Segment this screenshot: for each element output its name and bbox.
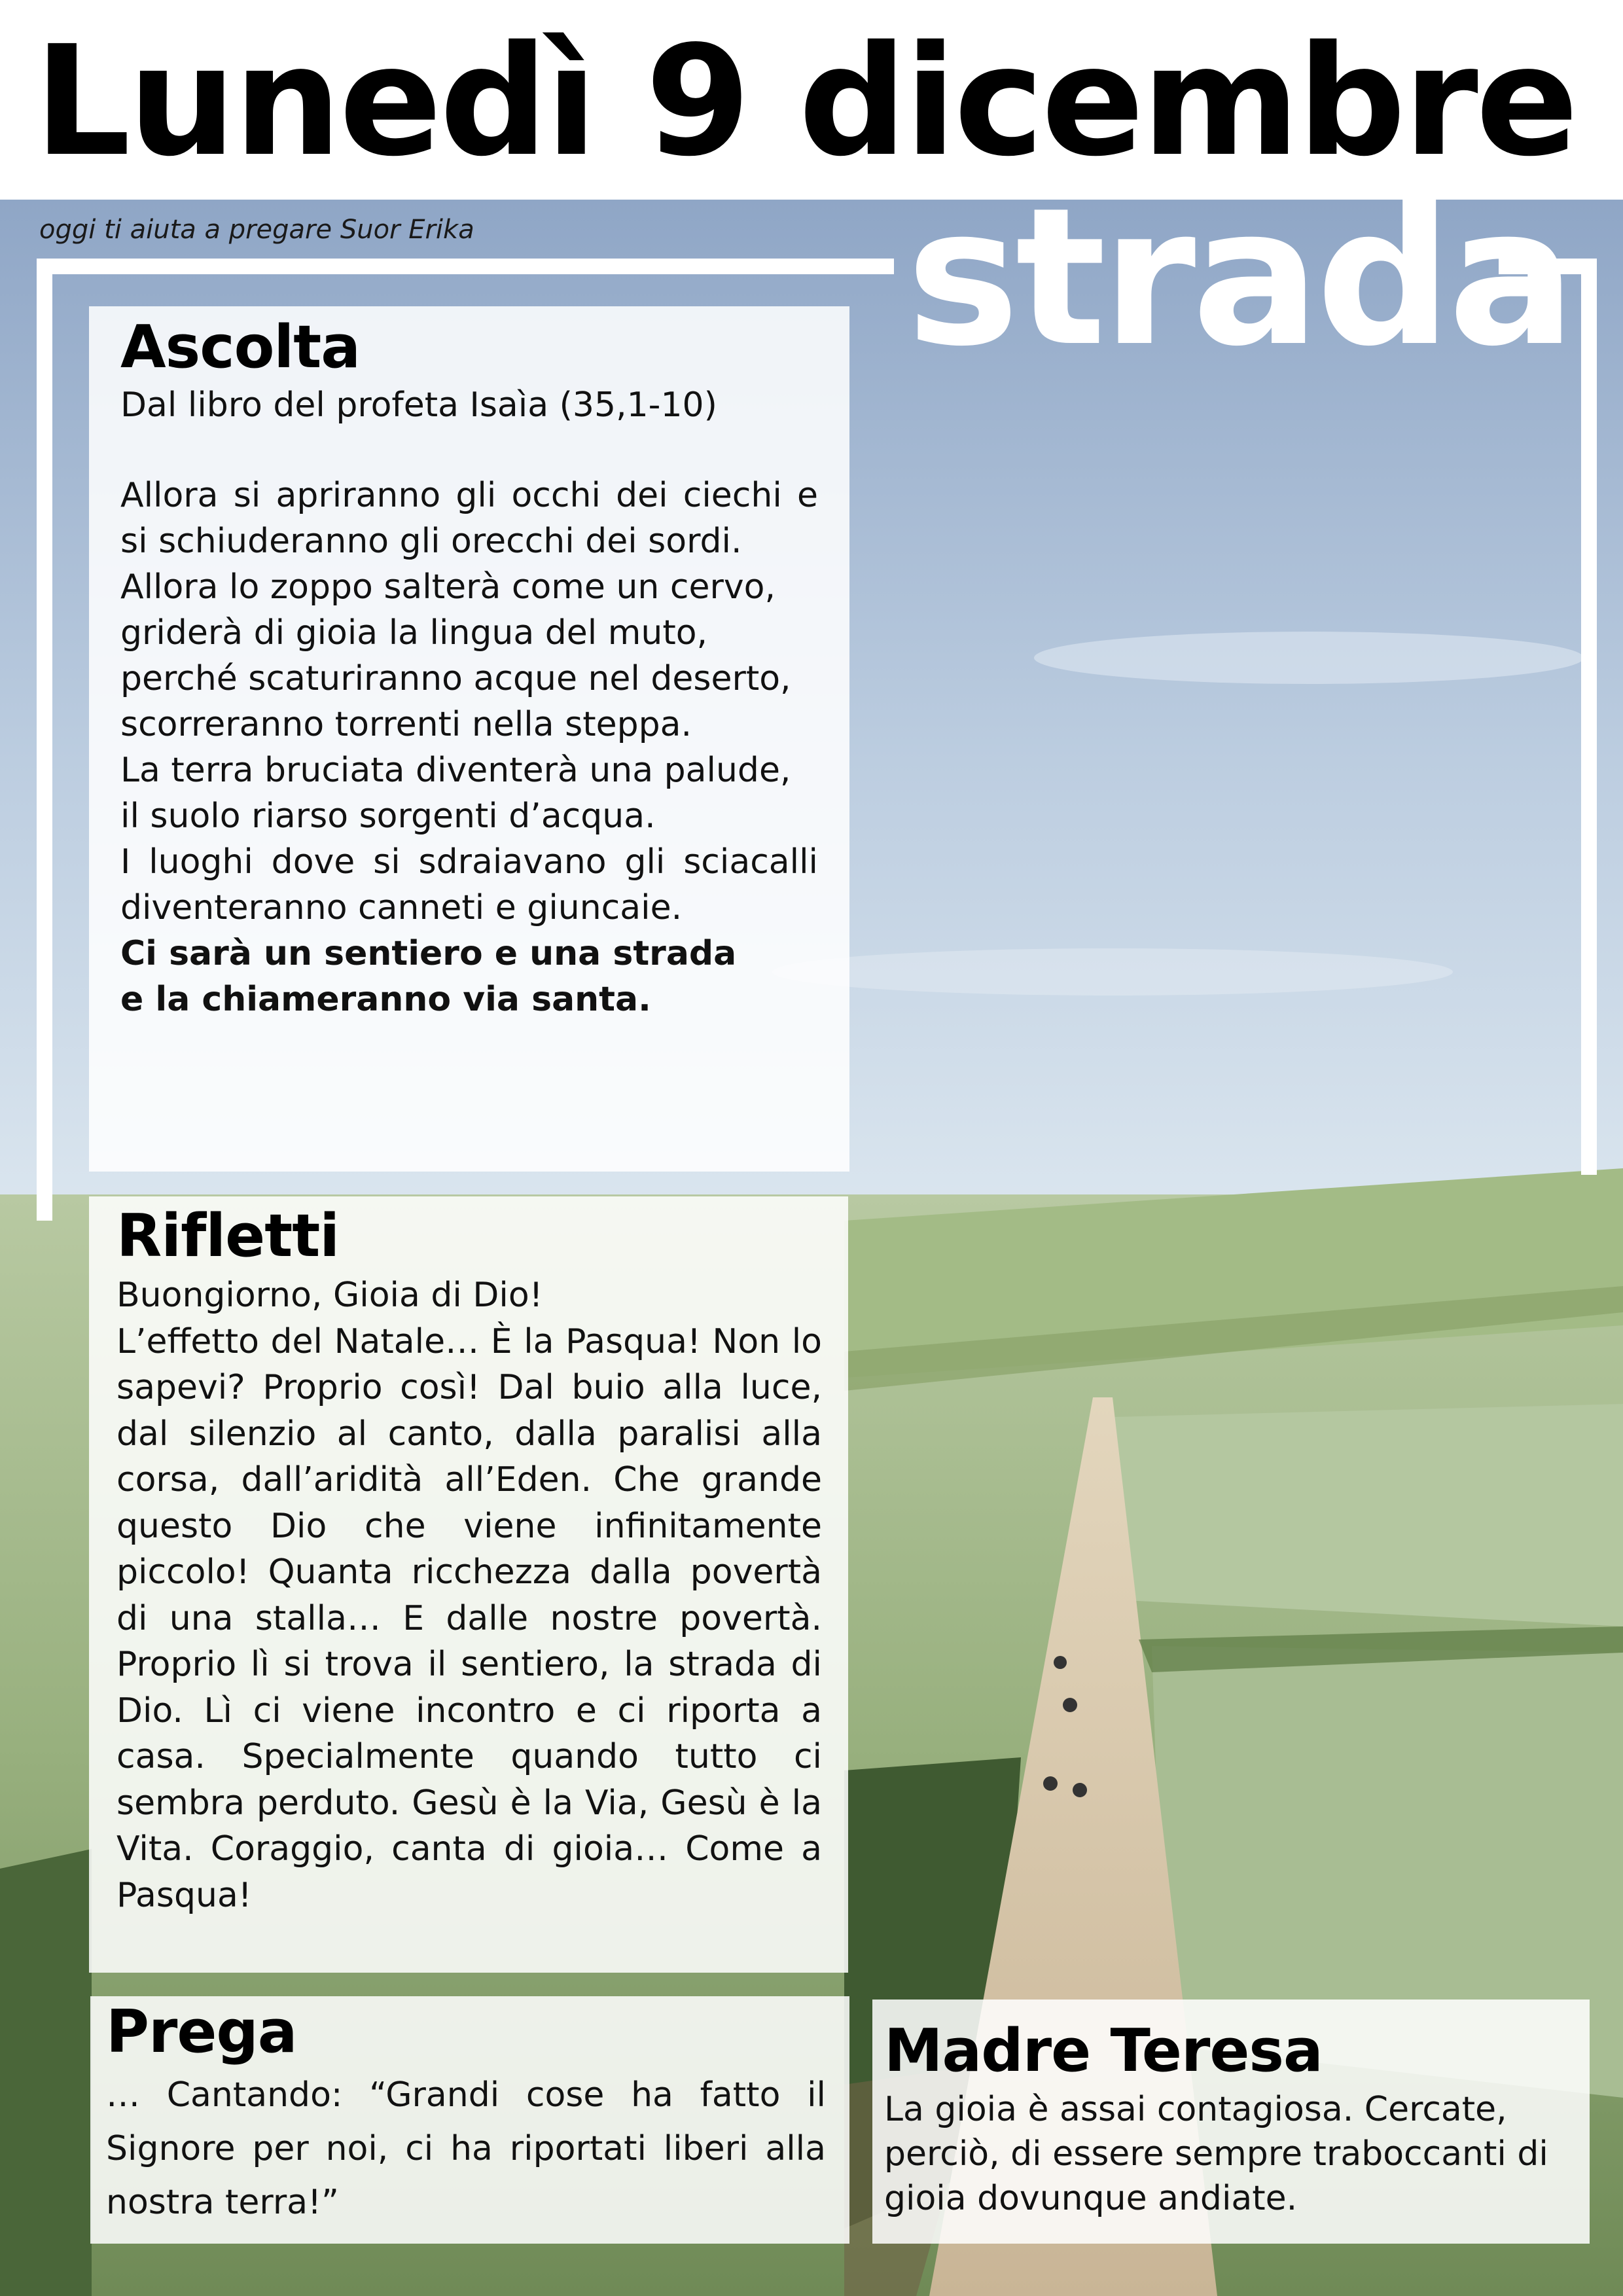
frame-line-right (1581, 259, 1597, 1175)
prega-title: Prega (106, 1998, 297, 2066)
verse-line: griderà di gioia la lingua del muto, (120, 613, 708, 653)
ascolta-section (89, 306, 849, 1172)
rifletti-greeting: Buongiorno, Gioia di Dio! (116, 1276, 543, 1315)
author-credit: oggi ti aiuta a pregare Suor Erika (39, 215, 474, 245)
verse-line: perché scaturiranno acque nel deserto, (120, 659, 791, 698)
verse-line: scorreranno torrenti nella steppa. (120, 705, 692, 744)
frame-line-left (37, 259, 52, 1221)
rifletti-title: Rifletti (116, 1202, 340, 1270)
page-title: Lunedì 9 dicembre (34, 13, 1577, 190)
madre-teresa-body: La gioia è assai contagiosa. Cercate, perciò, di essere sempre traboccanti di gioia dovunque andiate. (884, 2090, 1548, 2218)
ascolta-title: Ascolta (120, 313, 361, 382)
prega-section (90, 1996, 849, 2244)
verse-line: il suolo riarso sorgenti d’acqua. (120, 797, 656, 836)
verse-line: Allora lo zoppo salterà come un cervo, (120, 567, 776, 607)
verse-line: Allora si apriranno gli occhi dei ciechi e si schiuderanno gli orecchi dei sordi. (120, 476, 818, 561)
madre-teresa-section (872, 2000, 1590, 2244)
verse-line-bold: e la chiameranno via santa. (120, 980, 651, 1019)
ascolta-reference: Dal libro del profeta Isaìa (35,1-10) (120, 386, 717, 425)
verse-line: La terra bruciata diventerà una palude, (120, 751, 791, 790)
ascolta-verse (120, 473, 818, 1022)
theme-word: strada (906, 168, 1573, 388)
madre-teresa-title: Madre Teresa (884, 2017, 1323, 2085)
prega-body: … Cantando: “Grandi cose ha fatto il Signore per noi, ci ha riportati liberi alla nostra terra!” (106, 2075, 826, 2222)
verse-line: I luoghi dove si sdraiavano gli sciacalli diventeranno canneti e giuncaie. (120, 842, 818, 927)
rifletti-body: L’effetto del Natale… È la Pasqua! Non lo sapevi? Proprio così! Dal buio alla luce, dal silenzio al canto, dalla paralisi alla corsa, dall’aridità all’Eden. Che grande questo Dio che viene infinitamente piccolo! Quanta ricchezza dalla povertà di una stalla… E dalle nostre povertà. Proprio lì si trova il sentiero, la strada di Dio. Lì ci viene incontro e ci riporta a casa. Specialmente quando tutto ci sembra perduto. Gesù è la Via, Gesù è la Vita. Coraggio, canta di gioia… Come a Pasqua! (116, 1321, 822, 1915)
rifletti-section (89, 1196, 848, 1973)
frame-line-top-left (37, 259, 894, 274)
verse-line-bold: Ci sarà un sentiero e una strada (120, 934, 737, 973)
